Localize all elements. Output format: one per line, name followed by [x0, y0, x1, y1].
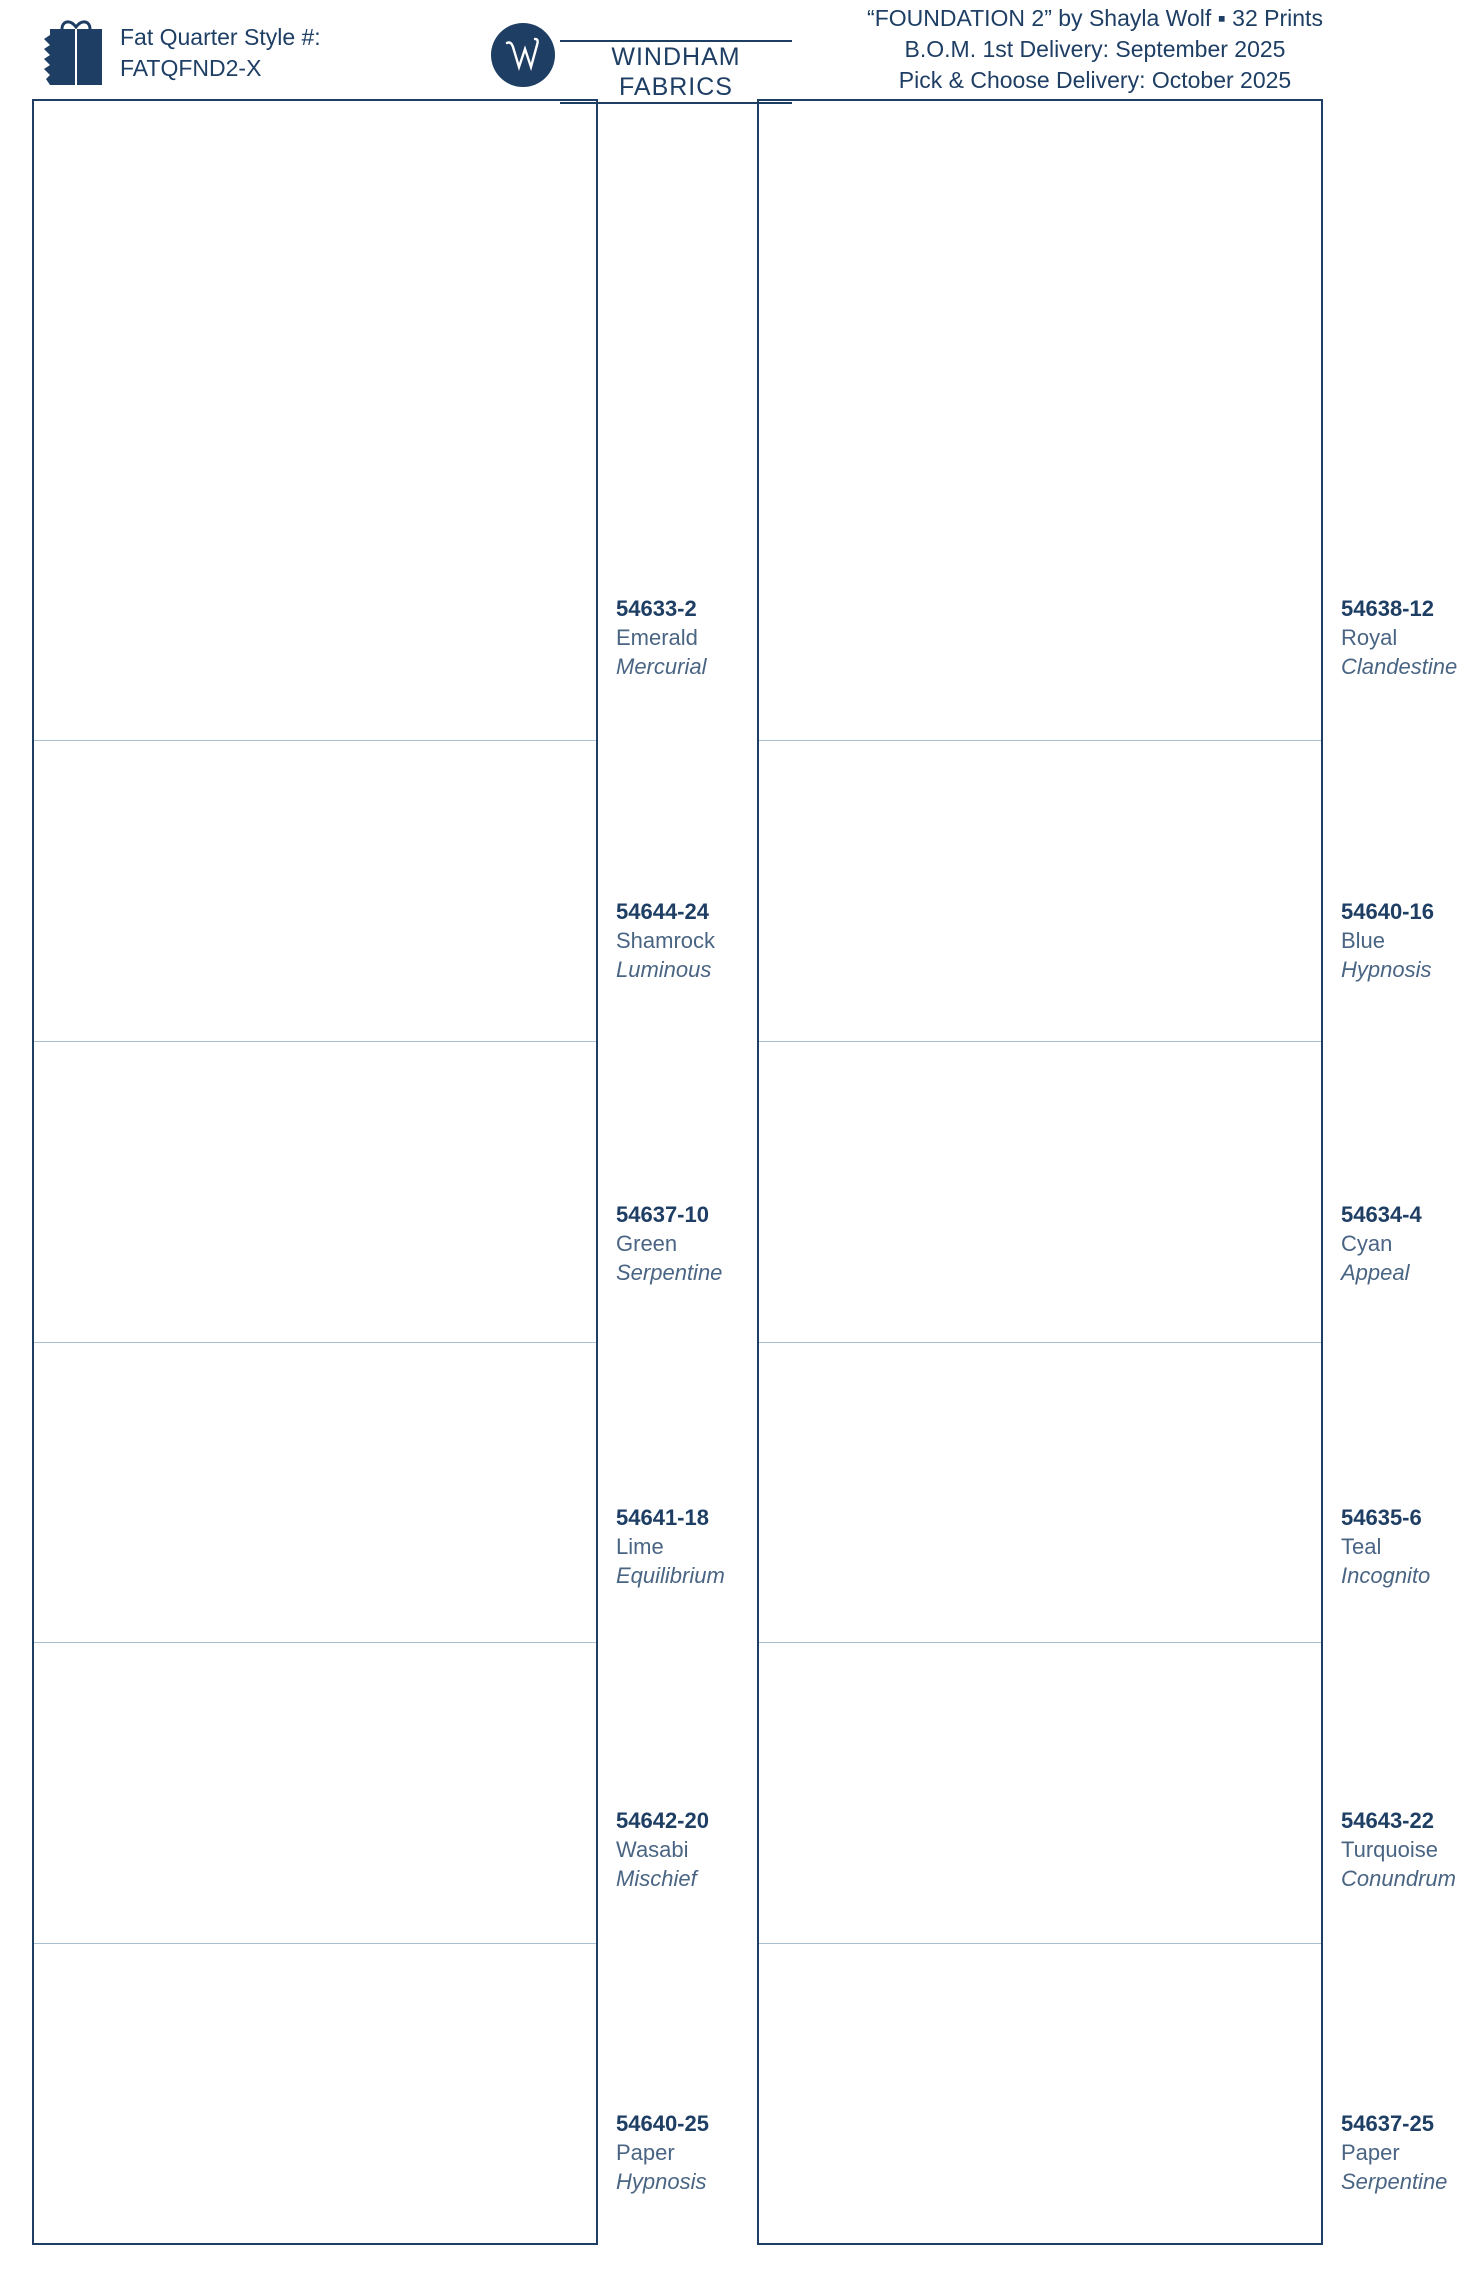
swatch-print: Hypnosis — [1341, 957, 1432, 982]
swatch-divider — [34, 1943, 596, 1944]
brand-name: WINDHAM FABRICS — [560, 40, 792, 104]
swatch-sku: 54641-18 — [616, 1505, 709, 1530]
swatch-sku: 54637-25 — [1341, 2111, 1434, 2136]
swatch-divider — [34, 1041, 596, 1042]
right-swatch-column — [757, 99, 1323, 2245]
swatch-color: Shamrock — [616, 928, 716, 953]
swatch-print: Luminous — [616, 957, 712, 982]
swatch-print: Serpentine — [616, 1260, 723, 1285]
swatch-label — [1341, 1200, 1472, 1287]
swatch-label — [616, 1806, 776, 1893]
swatch-sku: 54635-6 — [1341, 1505, 1422, 1530]
swatch-label — [1341, 594, 1472, 681]
swatch-sku: 54644-24 — [616, 899, 709, 924]
swatch-divider — [759, 1642, 1321, 1643]
swatch-sku: 54638-12 — [1341, 596, 1434, 621]
swatch-print: Appeal — [1341, 1260, 1410, 1285]
pick-delivery: Pick & Choose Delivery: October 2025 — [898, 67, 1292, 93]
swatch-label — [1341, 897, 1472, 984]
swatch-print: Incognito — [1341, 1563, 1431, 1588]
swatch-color: Teal — [1341, 1534, 1382, 1559]
swatch-color: Lime — [616, 1534, 664, 1559]
left-swatch-column — [32, 99, 598, 2245]
style-number-block — [120, 22, 321, 84]
style-number: FATQFND2-X — [120, 55, 262, 81]
swatch-divider — [34, 1342, 596, 1343]
swatch-color: Paper — [1341, 2140, 1400, 2165]
swatch-divider — [759, 1041, 1321, 1042]
swatch-divider — [34, 1642, 596, 1643]
collection-line: “FOUNDATION 2” by Shayla Wolf ▪ 32 Prints — [867, 5, 1323, 31]
swatch-label — [616, 897, 776, 984]
swatch-divider — [759, 740, 1321, 741]
swatch-color: Paper — [616, 2140, 675, 2165]
swatch-color: Green — [616, 1231, 678, 1256]
swatch-label — [1341, 1806, 1472, 1893]
swatch-color: Wasabi — [616, 1837, 689, 1862]
fat-quarter-icon — [40, 17, 110, 87]
swatch-divider — [759, 1943, 1321, 1944]
swatch-color: Turquoise — [1341, 1837, 1439, 1862]
swatch-sku: 54637-10 — [616, 1202, 709, 1227]
swatch-color: Cyan — [1341, 1231, 1393, 1256]
swatch-sku: 54640-16 — [1341, 899, 1434, 924]
style-label: Fat Quarter Style #: — [120, 24, 321, 50]
swatch-print: Serpentine — [1341, 2169, 1448, 2194]
swatch-sku: 54640-25 — [616, 2111, 709, 2136]
swatch-color: Blue — [1341, 928, 1386, 953]
swatch-divider — [759, 1342, 1321, 1343]
swatch-divider — [34, 740, 596, 741]
swatch-label — [616, 1503, 776, 1590]
swatch-print: Conundrum — [1341, 1866, 1456, 1891]
swatch-sku: 54633-2 — [616, 596, 697, 621]
page-header — [0, 0, 1472, 100]
swatch-print: Equilibrium — [616, 1563, 725, 1588]
swatch-color: Royal — [1341, 625, 1398, 650]
swatch-color: Emerald — [616, 625, 698, 650]
swatch-label — [1341, 1503, 1472, 1590]
swatch-print: Hypnosis — [616, 2169, 707, 2194]
swatch-print: Clandestine — [1341, 654, 1458, 679]
swatch-print: Mercurial — [616, 654, 707, 679]
swatch-sku: 54634-4 — [1341, 1202, 1422, 1227]
bom-delivery: B.O.M. 1st Delivery: September 2025 — [904, 36, 1286, 62]
collection-info — [860, 3, 1330, 96]
swatch-label — [616, 594, 776, 681]
swatch-label — [616, 2109, 776, 2196]
swatch-sku: 54643-22 — [1341, 1808, 1434, 1833]
windham-logo-icon — [491, 23, 555, 87]
swatch-label — [616, 1200, 776, 1287]
swatch-print: Mischief — [616, 1866, 697, 1891]
swatch-label — [1341, 2109, 1472, 2196]
swatch-sku: 54642-20 — [616, 1808, 709, 1833]
